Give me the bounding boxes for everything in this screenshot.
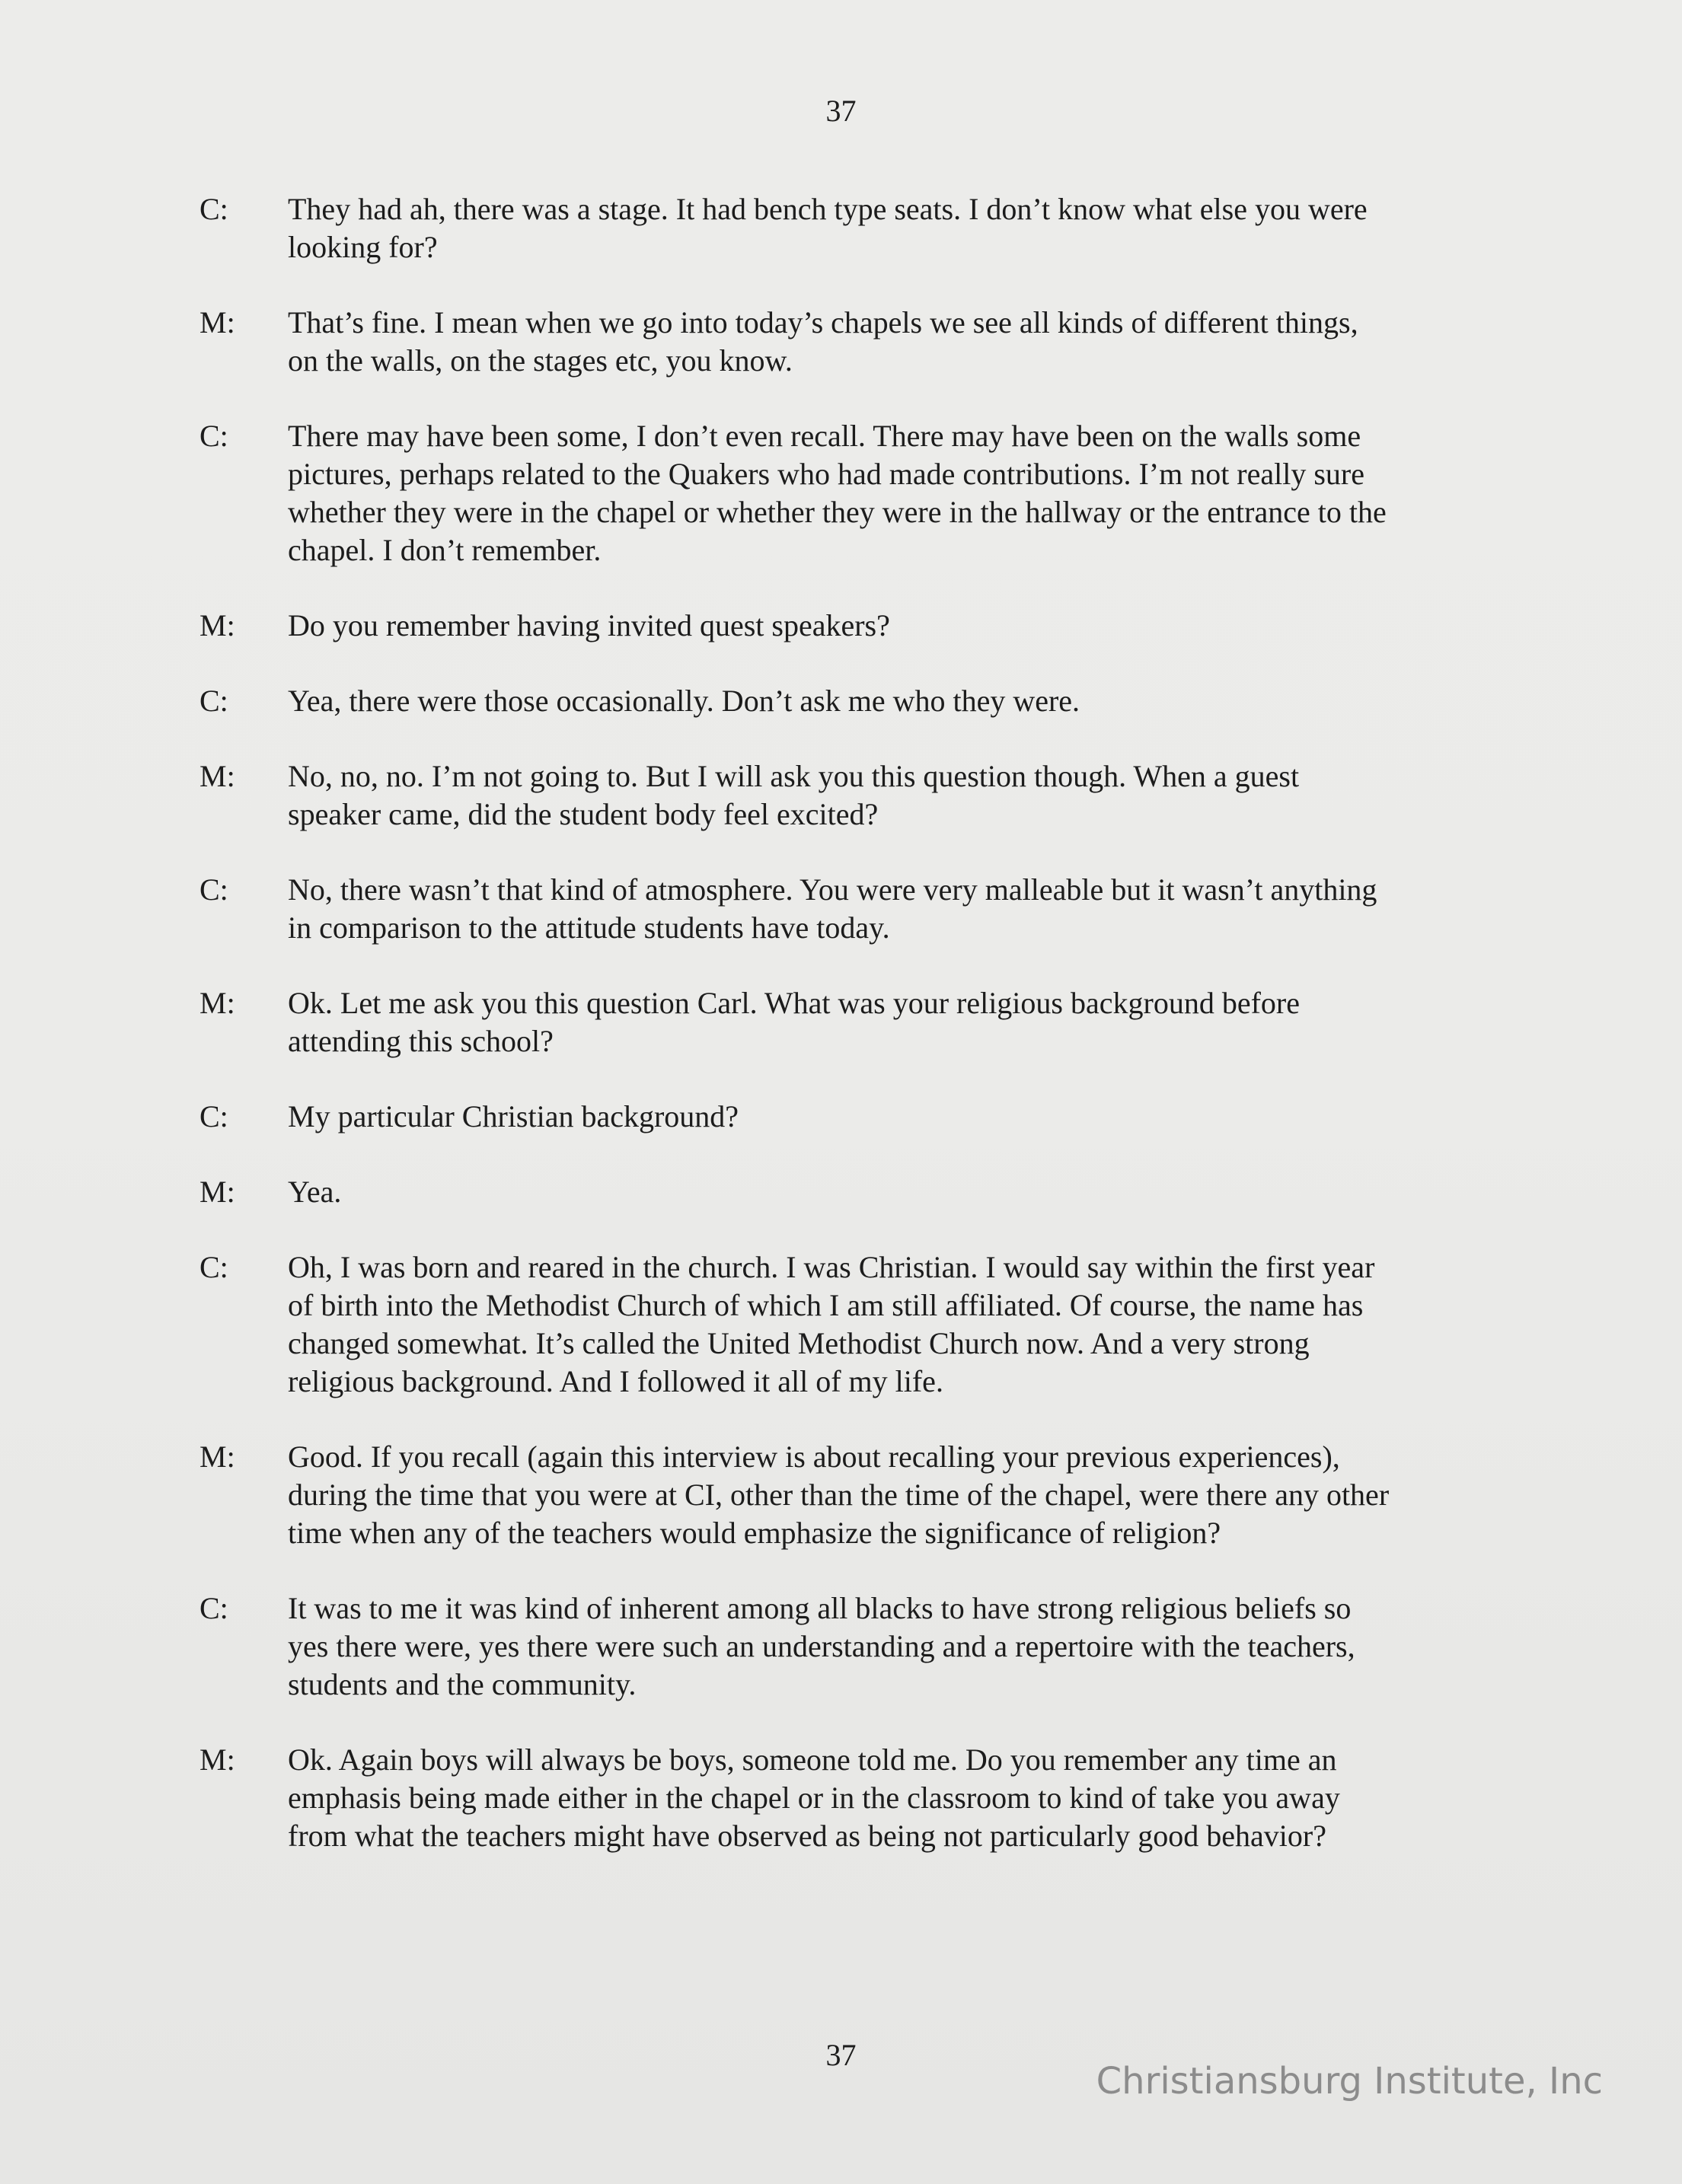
page-number-bottom: 37 bbox=[825, 2038, 857, 2072]
speaker-label: C: bbox=[199, 1591, 228, 1625]
utterance bbox=[288, 304, 1506, 380]
transcript-turn bbox=[199, 1173, 1509, 1211]
speaker-label: M: bbox=[199, 1175, 235, 1209]
transcript-turn bbox=[199, 1741, 1509, 1855]
transcript-turn bbox=[199, 1589, 1509, 1704]
utterance-line: Ok. Again boys will always be boys, someone told me. Do you remember any time an bbox=[288, 1742, 1337, 1777]
utterance-line: yes there were, yes there were such an understanding and a repertoire with the teachers, bbox=[288, 1629, 1355, 1663]
speaker-label: C: bbox=[199, 192, 228, 226]
speaker-label: M: bbox=[199, 759, 235, 793]
utterance-line: changed somewhat. It’s called the United Methodist Church now. And a very strong bbox=[288, 1326, 1310, 1360]
utterance-line: No, no, no. I’m not going to. But I will ask you this question though. When a guest bbox=[288, 759, 1300, 793]
utterance bbox=[288, 1098, 1506, 1136]
utterance-line: in comparison to the attitude students have today. bbox=[288, 910, 890, 945]
utterance-line: time when any of the teachers would emphasize the significance of religion? bbox=[288, 1516, 1221, 1550]
transcript-turn bbox=[199, 984, 1509, 1060]
utterance-line: That’s fine. I mean when we go into today’s chapels we see all kinds of different things, bbox=[288, 305, 1358, 340]
utterance-line: speaker came, did the student body feel excited? bbox=[288, 797, 879, 831]
transcript-turn bbox=[199, 304, 1509, 380]
utterance bbox=[288, 871, 1506, 947]
utterance bbox=[288, 1173, 1506, 1211]
transcript-turn bbox=[199, 871, 1509, 947]
utterance-line: It was to me it was kind of inherent among all blacks to have strong religious beliefs so bbox=[288, 1591, 1352, 1625]
speaker-label: M: bbox=[199, 305, 235, 340]
utterance-line: There may have been some, I don’t even recall. There may have been on the walls some bbox=[288, 419, 1361, 453]
speaker-label: C: bbox=[199, 1099, 228, 1133]
utterance-line: They had ah, there was a stage. It had bench type seats. I don’t know what else you were bbox=[288, 192, 1368, 226]
utterance bbox=[288, 682, 1506, 720]
utterance-line: Oh, I was born and reared in the church. I was Christian. I would say within the first year bbox=[288, 1250, 1375, 1284]
interview-transcript bbox=[199, 190, 1509, 1892]
utterance-line: whether they were in the chapel or whether they were in the hallway or the entrance to the bbox=[288, 495, 1387, 529]
watermark-text: Christiansburg Institute, Inc bbox=[1096, 2060, 1603, 2103]
utterance-line: religious background. And I followed it all of my life. bbox=[288, 1364, 943, 1398]
page-number-top: 37 bbox=[825, 94, 857, 128]
transcript-turn bbox=[199, 607, 1509, 645]
utterance bbox=[288, 1589, 1506, 1704]
utterance-line: of birth into the Methodist Church of which I am still affiliated. Of course, the name has bbox=[288, 1288, 1364, 1322]
speaker-label: M: bbox=[199, 1440, 235, 1474]
transcript-turn bbox=[199, 1438, 1509, 1552]
utterance-line: from what the teachers might have observed as being not particularly good behavior? bbox=[288, 1819, 1326, 1853]
utterance-line: looking for? bbox=[288, 230, 438, 264]
speaker-label: M: bbox=[199, 608, 235, 642]
utterance bbox=[288, 417, 1506, 569]
utterance-line: Yea, there were those occasionally. Don’t ask me who they were. bbox=[288, 684, 1080, 718]
utterance-line: Do you remember having invited quest speakers? bbox=[288, 608, 890, 642]
transcript-turn bbox=[199, 682, 1509, 720]
utterance bbox=[288, 190, 1506, 266]
utterance bbox=[288, 1741, 1506, 1855]
utterance-line: No, there wasn’t that kind of atmosphere. You were very malleable but it wasn’t anything bbox=[288, 872, 1377, 907]
utterance bbox=[288, 984, 1506, 1060]
utterance bbox=[288, 1438, 1506, 1552]
transcript-turn bbox=[199, 190, 1509, 266]
utterance-line: Good. If you recall (again this interview is about recalling your previous experiences), bbox=[288, 1440, 1340, 1474]
speaker-label: C: bbox=[199, 1250, 228, 1284]
utterance-line: pictures, perhaps related to the Quakers who had made contributions. I’m not really sure bbox=[288, 457, 1365, 491]
speaker-label: C: bbox=[199, 872, 228, 907]
transcript-turn bbox=[199, 417, 1509, 569]
speaker-label: M: bbox=[199, 986, 235, 1020]
utterance-line: Yea. bbox=[288, 1175, 342, 1209]
utterance bbox=[288, 607, 1506, 645]
utterance-line: during the time that you were at CI, other than the time of the chapel, were there any other bbox=[288, 1478, 1390, 1512]
speaker-label: C: bbox=[199, 419, 228, 453]
utterance-line: My particular Christian background? bbox=[288, 1099, 739, 1133]
utterance-line: Ok. Let me ask you this question Carl. What was your religious background before bbox=[288, 986, 1300, 1020]
transcript-turn bbox=[199, 1098, 1509, 1136]
utterance bbox=[288, 1248, 1506, 1401]
speaker-label: C: bbox=[199, 684, 228, 718]
transcript-turn bbox=[199, 1248, 1509, 1401]
utterance-line: students and the community. bbox=[288, 1667, 637, 1701]
utterance-line: emphasis being made either in the chapel or in the classroom to kind of take you away bbox=[288, 1781, 1340, 1815]
transcript-turn bbox=[199, 757, 1509, 834]
utterance bbox=[288, 757, 1506, 834]
speaker-label: M: bbox=[199, 1742, 235, 1777]
utterance-line: chapel. I don’t remember. bbox=[288, 533, 602, 567]
utterance-line: attending this school? bbox=[288, 1024, 554, 1058]
utterance-line: on the walls, on the stages etc, you know. bbox=[288, 343, 793, 378]
